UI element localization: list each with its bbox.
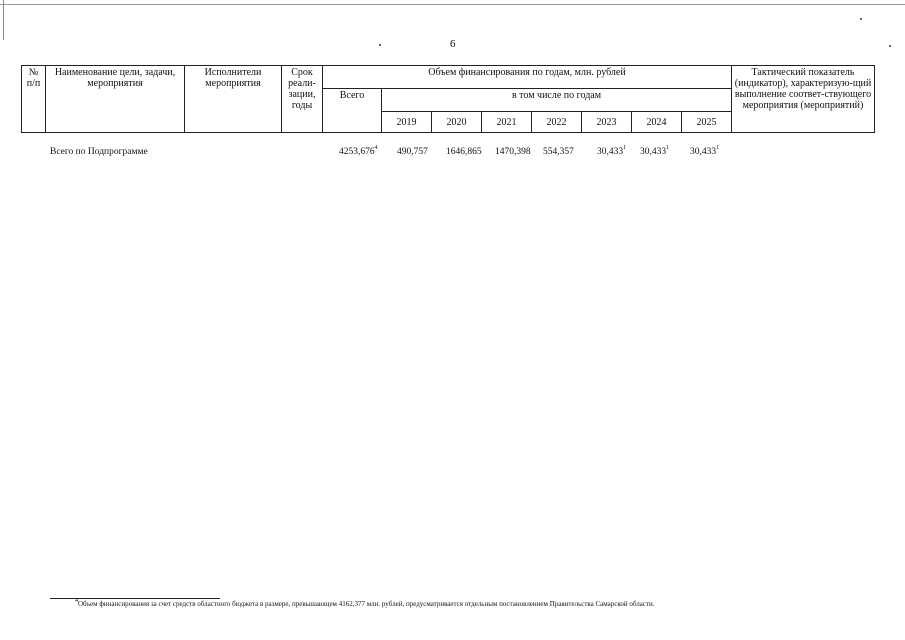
total-row-value: 490,757 <box>397 147 428 157</box>
header-incl-years: в том числе по годам <box>382 89 732 112</box>
header-year: 2025 <box>682 112 732 133</box>
total-row-value: 554,357 <box>543 147 574 157</box>
total-row-value: 30,433$^1$ <box>690 144 720 157</box>
total-row <box>0 144 905 161</box>
scan-speck <box>860 18 862 20</box>
header-year: 2020 <box>432 112 482 133</box>
header-year: 2023 <box>582 112 632 133</box>
footnote <box>75 597 655 608</box>
header-year: 2021 <box>482 112 532 133</box>
header-year: 2019 <box>382 112 432 133</box>
total-row-value: 30,433$^1$ <box>640 144 670 157</box>
footnote-mark: 4 <box>374 144 378 151</box>
header-num: № п/п <box>22 66 46 133</box>
footnote-text: Объем финансирования за счет средств областного бюджета в размере, превышающем 4162,377 млн. рублей, предусматривается отдельным постановлением Правительства Самарской области. <box>78 600 655 608</box>
page-left-edge <box>3 0 4 40</box>
total-row-label: Всего по Подпрограмме <box>50 147 148 157</box>
header-name: Наименование цели, задачи, мероприятия <box>46 66 185 133</box>
total-row-value: 1470,398 <box>495 147 531 157</box>
total-row-value: 1646,865 <box>446 147 482 157</box>
footnote-mark: 1 <box>666 144 670 151</box>
page-number: 6 <box>450 38 456 50</box>
footnote-mark: 1 <box>623 144 627 151</box>
footnote-mark: 4 <box>75 597 78 604</box>
footnote-mark: 1 <box>716 144 720 151</box>
scan-speck <box>889 45 891 47</box>
header-total: Всего <box>323 89 382 133</box>
header-term: Срок реали-зации, годы <box>282 66 323 133</box>
header-year: 2024 <box>632 112 682 133</box>
total-row-value: 30,433$^1$ <box>597 144 627 157</box>
header-executors: Исполнители мероприятия <box>185 66 282 133</box>
financing-table-header <box>21 65 875 133</box>
header-year: 2022 <box>532 112 582 133</box>
page-top-edge <box>0 0 905 5</box>
header-indicator: Тактический показатель (индикатор), характеризую-щий выполнение соответ-ствующего мероприятия (мероприятий) <box>732 66 875 133</box>
total-row-total: 4253,676$^4$ <box>339 144 378 157</box>
scan-speck <box>379 44 381 46</box>
header-financing-title: Объем финансирования по годам, млн. рублей <box>323 66 732 89</box>
